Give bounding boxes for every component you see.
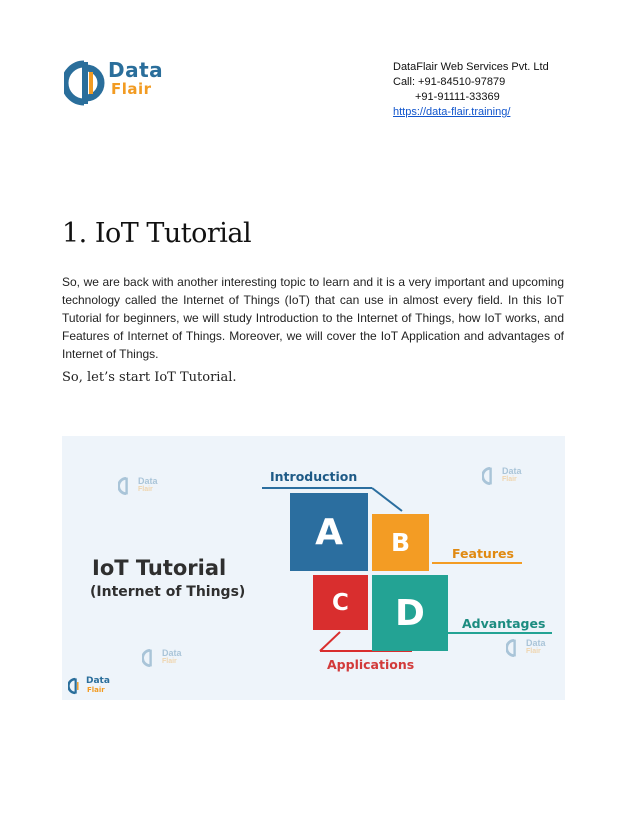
tile-a: A [290,493,368,571]
watermark-word-data: Data [162,648,182,658]
corner-logo-word-flair: Flair [87,686,105,694]
intro-paragraph: So, we are back with another interesting topic to learn and it is a very important and upcoming technology called the Internet of Things (IoT) that can use in almost every field. In this IoT Tutorial for beginners, we will study Introduction to the Internet of Things, how IoT works, and Features of Internet of Things. Moreover, we will cover the IoT Application and advantages of Internet of Things. [62,275,564,361]
watermark-word-data: Data [526,638,546,648]
iot-tutorial-banner [62,436,565,700]
website-link[interactable]: https://data-flair.training/ [393,106,511,118]
watermark-logo [142,648,200,670]
label-advantages: Advantages [462,616,546,631]
page-title: 1. IoT Tutorial [62,218,252,249]
contact-block [393,60,549,120]
tile-c: C [313,575,368,630]
banner-corner-logo [68,676,114,696]
label-applications: Applications [327,657,415,672]
watermark-word-data: Data [138,476,158,486]
watermark-word-flair: Flair [138,486,153,493]
banner-subtitle: (Internet of Things) [90,584,246,600]
tile-d: D [372,575,448,651]
tile-b: B [372,514,429,571]
dataflair-logo-icon [64,58,108,108]
phone-secondary: +91-91111-33369 [415,91,500,103]
watermark-word-flair: Flair [502,476,517,483]
watermark-logo-icon [142,648,160,668]
corner-logo-icon [68,677,84,695]
banner-title: IoT Tutorial [92,556,227,580]
watermark-word-flair: Flair [162,658,177,665]
watermark-logo-icon [118,476,136,496]
corner-logo-word-data: Data [86,676,110,686]
label-features: Features [452,546,514,561]
company-name: DataFlair Web Services Pvt. Ltd [393,61,549,73]
watermark-logo-icon [482,466,500,486]
watermark-logo [118,476,176,498]
logo-word-flair: Flair [111,80,152,98]
lead-sentence: So, let’s start IoT Tutorial. [62,370,237,385]
watermark-word-data: Data [502,466,522,476]
dataflair-logo[interactable] [64,58,164,110]
label-introduction: Introduction [270,469,358,484]
watermark-logo [506,638,564,660]
watermark-logo-icon [506,638,524,658]
watermark-word-flair: Flair [526,648,541,655]
watermark-logo [482,466,540,488]
phone-primary: Call: +91-84510-97879 [393,76,506,88]
logo-word-data: Data [108,58,164,82]
